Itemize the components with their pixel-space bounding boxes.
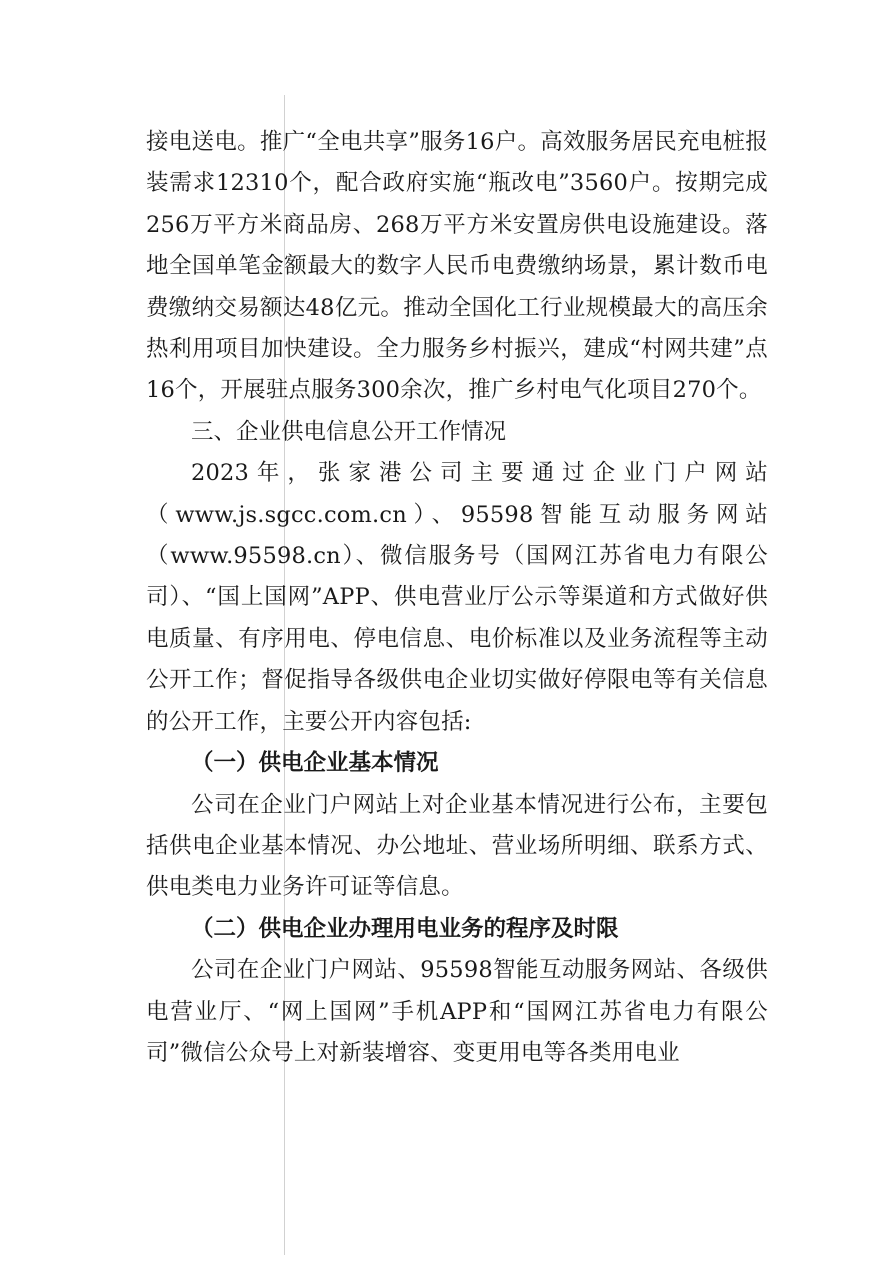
document-body	[146, 122, 768, 1074]
paragraph-procedures: 公司在企业门户网站、95598智能互动服务网站、各级供电营业厅、“网上国网”手机APP和“国网江苏省电力有限公司”微信公众号上对新装增容、变更用电等各类用电业	[146, 957, 768, 1066]
paragraph-basic-info: 公司在企业门户网站上对企业基本情况进行公布，主要包括供电企业基本情况、办公地址、营业场所明细、联系方式、供电类电力业务许可证等信息。	[146, 791, 768, 901]
paragraph-disclosure-channels: 2023年，张家港公司主要通过企业门户网站（www.js.sgcc.com.cn）、95598智能互动服务网站（www.95598.cn）、微信服务号（国网江苏省电力有限公司）、“国上国网”APP、供电营业厅公示等渠道和方式做好供电质量、有序用电、停电信息、电价标准以及业务流程等主动公开工作；督促指导各级供电企业切实做好停限电等有关信息的公开工作，主要公开内容包括:	[146, 460, 768, 735]
subheading-basic-info: （一）供电企业基本情况	[191, 750, 439, 777]
subheading-procedures: （二）供电企业办理用电业务的程序及时限	[191, 915, 619, 942]
paragraph-continuation: 接电送电。推广“全电共享”服务16户。高效服务居民充电桩报装需求12310个，配合政府实施“瓶改电”3560户。按期完成256万平方米商品房、268万平方米安置房供电设施建设。落地全国单笔金额最大的数字人民币电费缴纳场景，累计数币电费缴纳交易额达48亿元。推动全国化工行业规模最大的高压余热利用项目加快建设。全力服务乡村振兴，建成“村网共建”点16个，开展驻点服务300余次，推广乡村电气化项目270个。	[146, 129, 768, 404]
section-heading-3: 三、企业供电信息公开工作情况	[191, 418, 507, 445]
